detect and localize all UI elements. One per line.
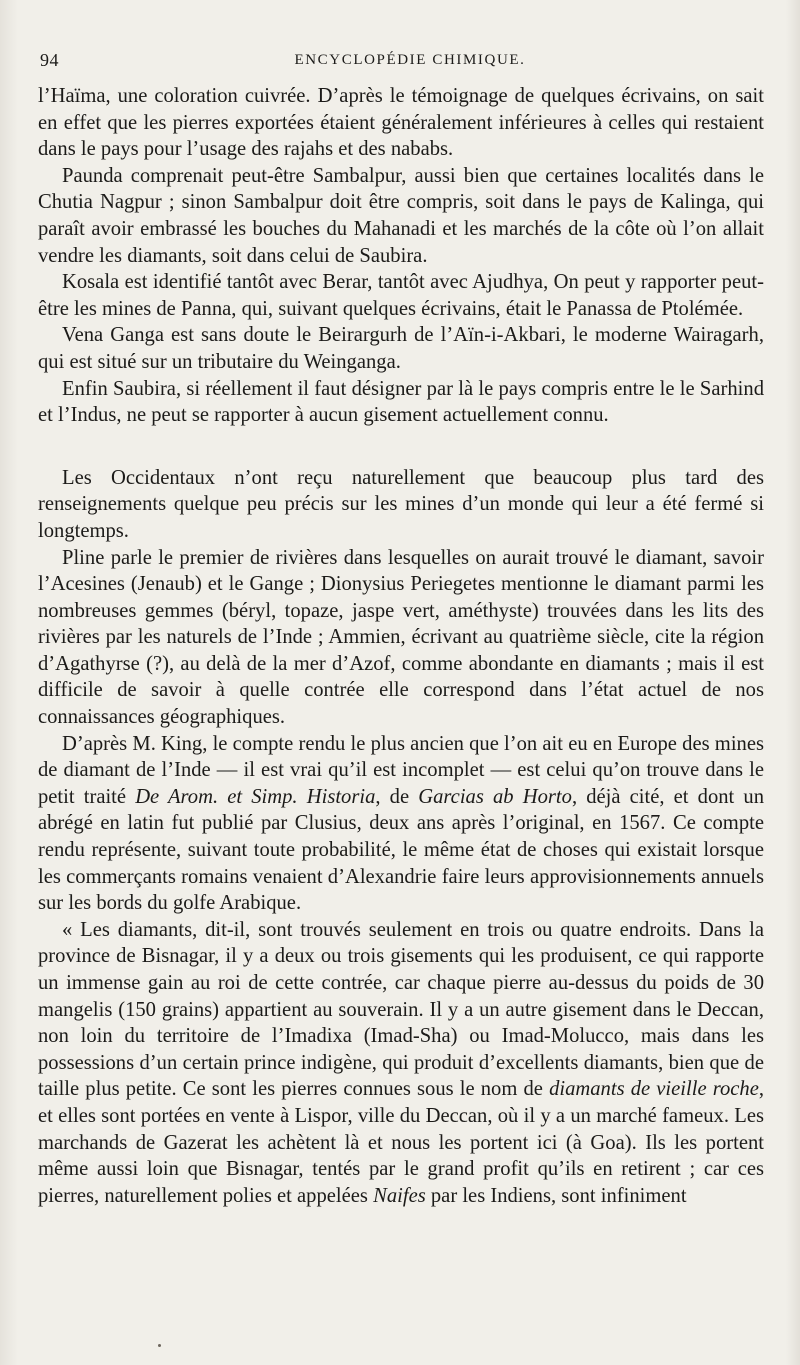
text-run: , de xyxy=(375,785,419,808)
body-text xyxy=(38,83,764,1209)
text-run: D’après M. King, le compte rendu le plus ancien que l’on ait eu en Europe des mines de diamant de l’Inde — il est vrai qu’il est incomplet — est celui qu’on trouve dans le petit traité xyxy=(38,732,764,808)
section-break xyxy=(38,429,764,465)
paragraph: Enfin Saubira, si réellement il faut désigner par là le pays compris entre le le Sarhind et l’Indus, ne peut se rapporter à aucun gisement actuellement connu. xyxy=(38,377,764,427)
paragraph: Kosala est identifié tantôt avec Berar, tantôt avec Ajudhya, On peut y rapporter peut-être les mines de Panna, qui, suivant quelques écrivains, était le Panassa de Ptolémée. xyxy=(38,271,764,320)
italic-term: Naifes xyxy=(373,1184,426,1207)
text-run: par les Indiens, sont infiniment xyxy=(425,1184,687,1207)
text-run: « Les diamants, dit-il, sont trouvés seulement en trois ou quatre endroits. Dans la province de Bisnagar, il y a deux ou trois gisements qui les produisent, ce qui rapporte un immense gain au roi de cette contrée, car chaque pierre au-dessus du poids de 30 mangelis (150 grains) appartient au souverain. Il y a un autre gisement dans le Deccan, non loin du territoire de l’Imadixa (Imad-Sha) ou Imad-Molucco, mais dans les possessions d’un certain prince indigène, qui produit d’excellents diamants, bien que de taille plus petite. Ce sont les pierres connues sous le nom de xyxy=(38,918,764,1101)
author-name: Garcias ab Horto xyxy=(418,785,572,808)
ink-speck xyxy=(158,1344,161,1347)
text-run: , et elles sont portées en vente à Lispor, ville du Deccan, où il y a un marché fameux. Les marchands de Gazerat les achètent là et nous les portent ici (à Goa). Ils les portent même aussi loin que Bisnagar, tentés par le grand profit qu’ils en retirent ; car ces pierres, naturellement polies et appelées xyxy=(38,1078,764,1207)
page-header xyxy=(40,50,780,74)
paragraph xyxy=(38,731,764,917)
italic-term: diamants de vieille roche xyxy=(549,1078,759,1101)
paragraph: Les Occidentaux n’ont reçu naturellement que beaucoup plus tard des renseignements quelque peu précis sur les mines d’un monde qui leur a été fermé si longtemps. xyxy=(38,466,764,542)
paragraph: Paunda comprenait peut-être Sambalpur, aussi bien que certaines localités dans le Chutia Nagpur ; sinon Sambalpur doit être compris, soit dans le pays de Kalinga, qui paraît avoir embrassé les bouches du Mahanadi et les marchés de la côte où l’on allait vendre les diamants, soit dans celui de Saubira. xyxy=(38,164,764,267)
page-number: 94 xyxy=(40,50,59,70)
paragraph: Vena Ganga est sans doute le Beirargurh de l’Aïn-i-Akbari, le moderne Wairagarh, qui est situé sur un tributaire du Weinganga. xyxy=(38,324,764,373)
running-title: ENCYCLOPÉDIE CHIMIQUE. xyxy=(294,52,526,68)
paragraph: l’Haïma, une coloration cuivrée. D’après le témoignage de quelques écrivains, on sait en effet que les pierres exportées étaient généralement inférieures à celles qui restaient dans le pays pour l’usage des rajahs et des nababs. xyxy=(38,85,764,161)
text-run: , déjà cité, et dont un abrégé en latin fut publié par Clusius, deux ans après l’original, en 1567. Ce compte rendu représente, suivant toute probabilité, le même état de choses qui existait lorsque les commerçants romains venaient d’Alexandrie faire leurs approvisionnements annuels sur les bords du golfe Arabique. xyxy=(38,785,765,915)
quotation-paragraph xyxy=(38,917,764,1210)
book-title: De Arom. et Simp. Historia xyxy=(135,785,376,808)
paragraph: Pline parle le premier de rivières dans lesquelles on aurait trouvé le diamant, savoir l’Acesines (Jenaub) et le Gange ; Dionysius Periegetes mentionne le diamant parmi les nombreuses gemmes (béryl, topaze, jaspe vert, améthyste) trouvées dans les lits des rivières par les naturels de l’Inde ; Ammien, écrivant au quatrième siècle, cite la région d’Agathyrse (?), au delà de la mer d’Azof, comme abondante en diamants ; mais il est difficile de savoir à quelle contrée elle correspond dans l’état actuel de nos connaissances géographiques. xyxy=(38,546,764,729)
